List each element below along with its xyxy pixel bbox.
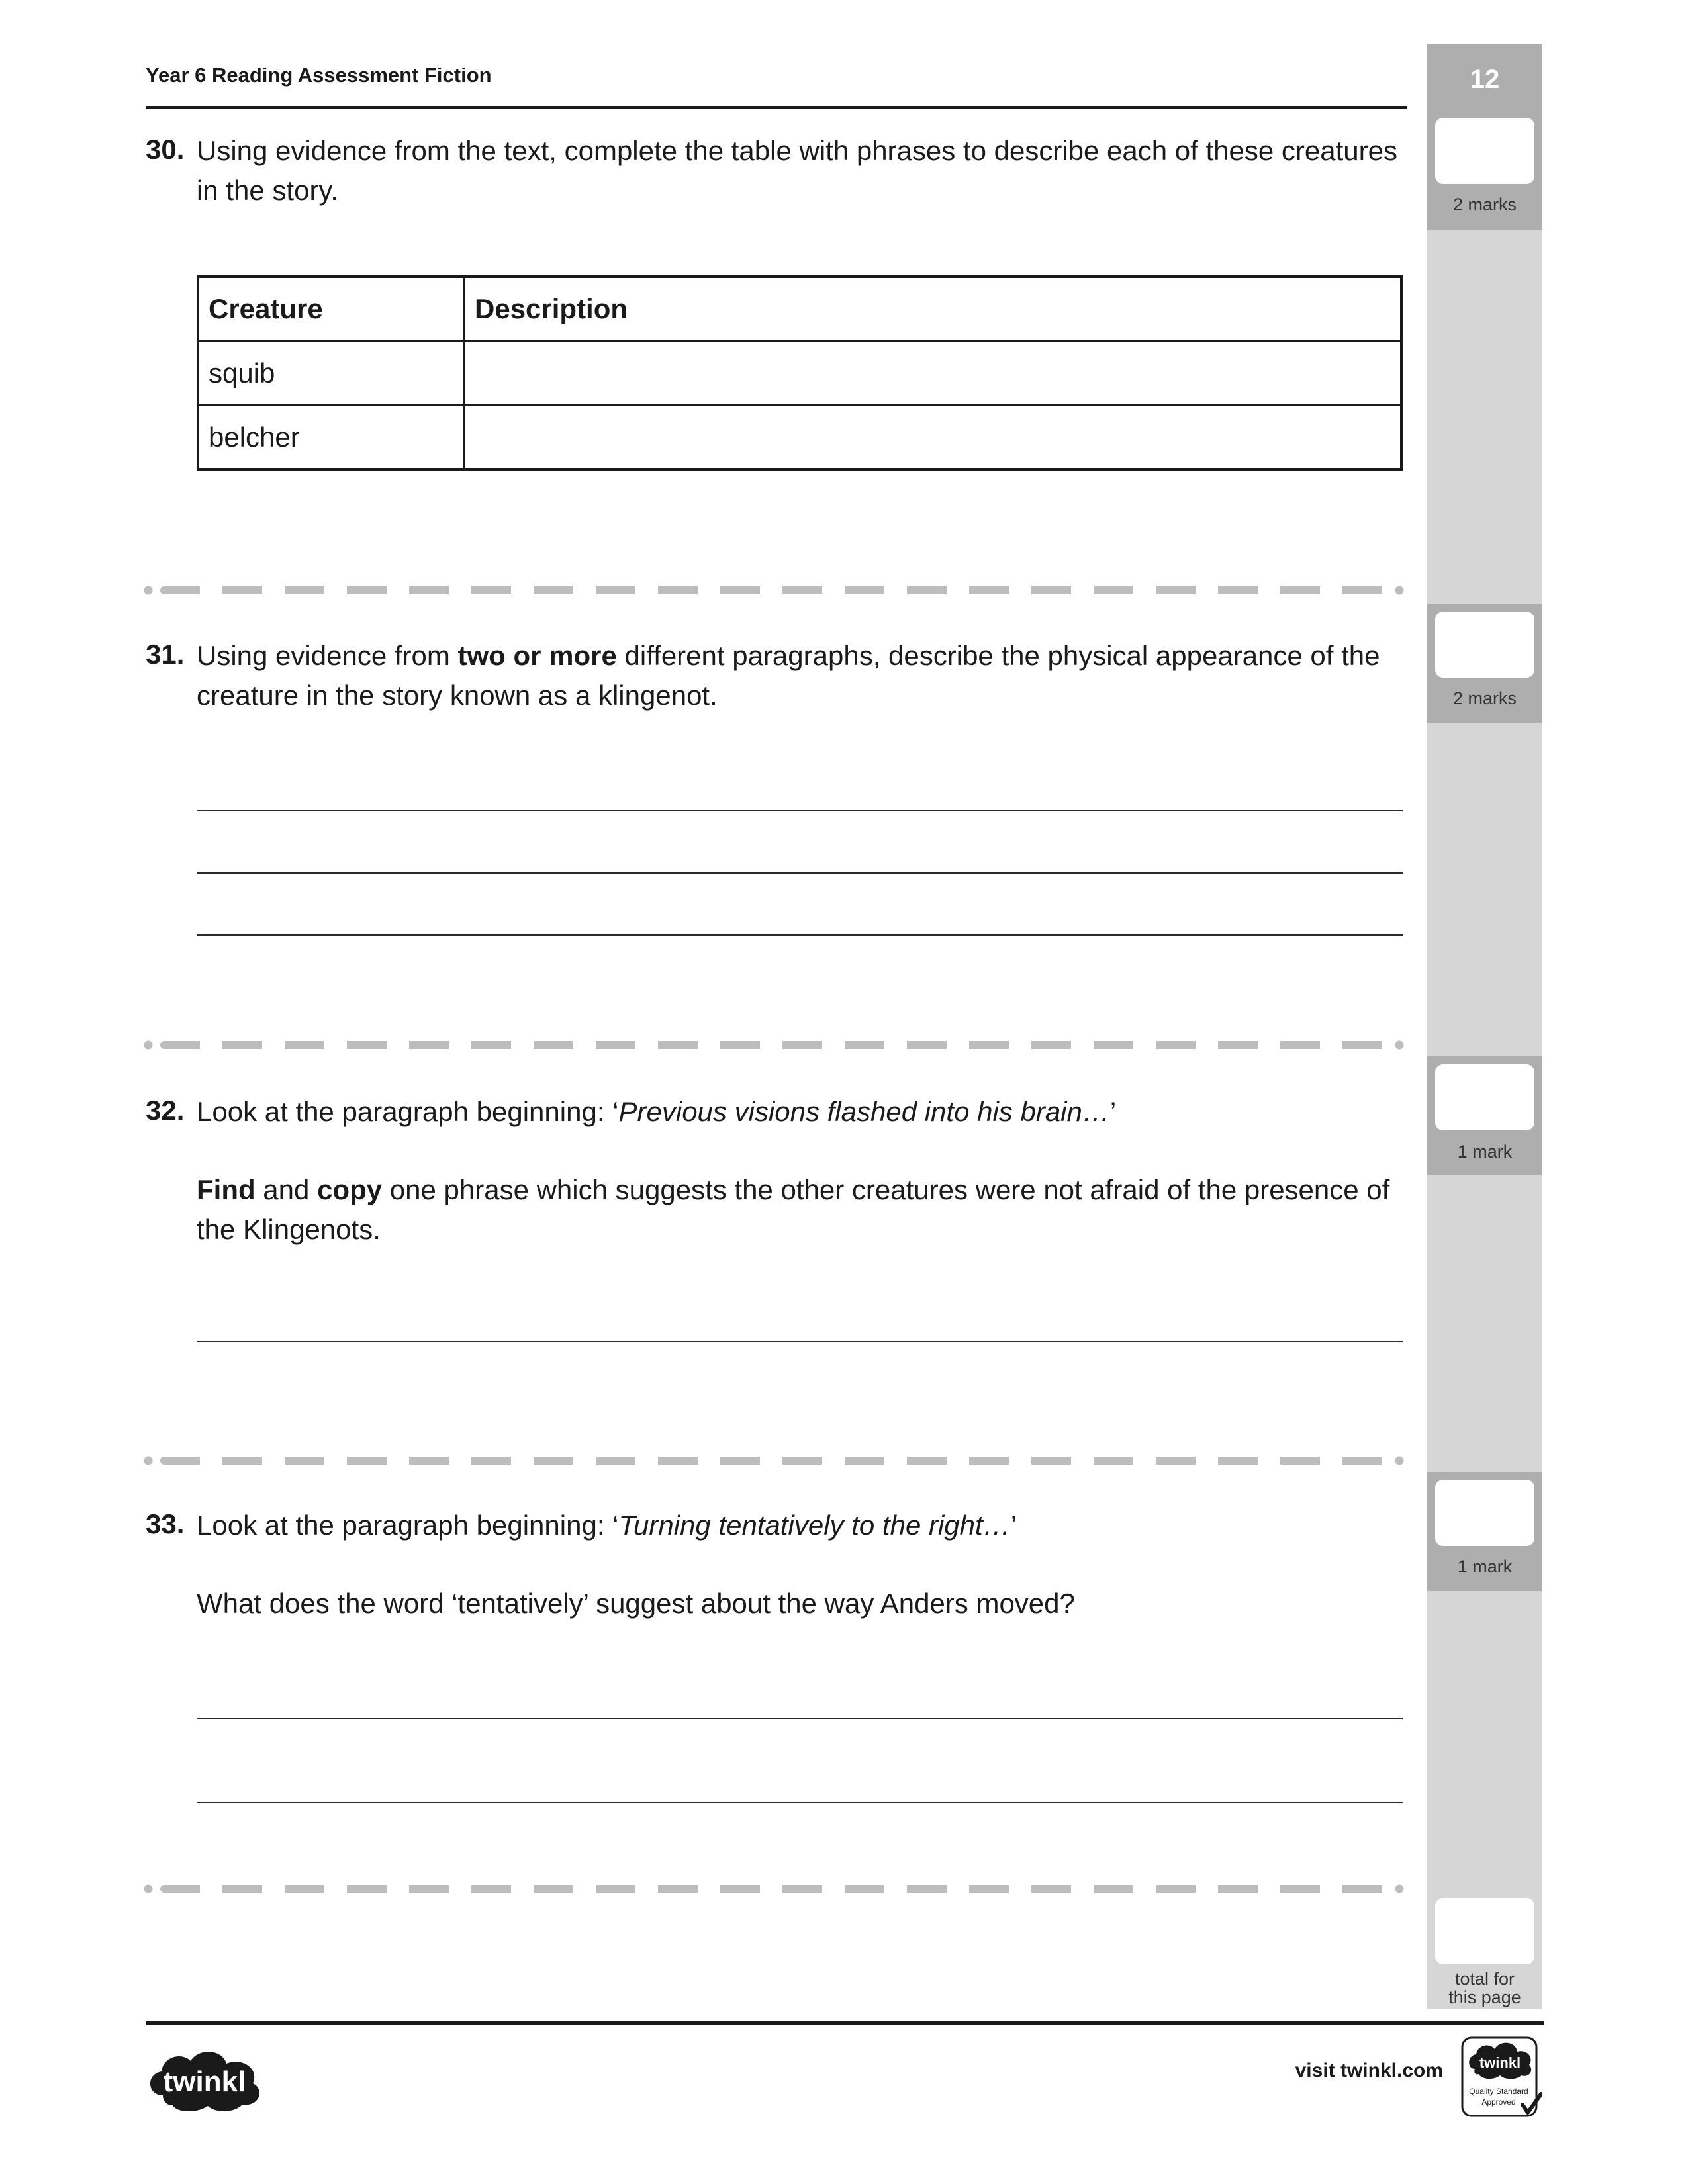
question-instruction-32 [197, 1170, 1401, 1250]
q32-close: ’ [1109, 1096, 1117, 1127]
section-separator [144, 1040, 1405, 1050]
question-text-31 [197, 636, 1401, 715]
question-number-32: 32. [146, 1095, 185, 1126]
question-text-32 [197, 1092, 1401, 1132]
mark-label-q33: 1 mark [1457, 1557, 1513, 1576]
mark-label-total [1427, 1970, 1542, 2007]
answer-line-q31-1[interactable] [197, 810, 1403, 811]
question-text-30: Using evidence from the text, complete the table with phrases to describe each of these creatures in the story. [197, 135, 1397, 206]
q33-quote: Turning tentatively to the right… [618, 1510, 1011, 1541]
table-cell-creature: belcher [198, 405, 464, 469]
table-cell-creature: squib [198, 341, 464, 405]
mark-label-q32: 1 mark [1457, 1142, 1513, 1161]
section-separator [144, 1455, 1405, 1466]
twinkl-logo [143, 2044, 266, 2115]
q33-close: ’ [1010, 1510, 1017, 1541]
q32-intro: Look at the paragraph beginning: ‘ [197, 1096, 619, 1127]
answer-line-q33-2[interactable] [197, 1802, 1403, 1803]
answer-line-q31-3[interactable] [197, 934, 1403, 936]
mark-label-q30: 2 marks [1452, 195, 1517, 214]
total-line-1: total for [1454, 1969, 1515, 1989]
question-prompt-33: What does the word ‘tentatively’ suggest about the way Anders moved? [197, 1588, 1075, 1619]
mark-label-q31: 2 marks [1452, 688, 1517, 708]
mark-box-q31[interactable] [1435, 612, 1534, 678]
q32-find: Find [197, 1174, 256, 1205]
answer-line-q33-1[interactable] [197, 1718, 1403, 1719]
footer-rule [146, 2021, 1544, 2025]
question-number-33: 33. [146, 1508, 185, 1539]
question-text-33 [197, 1506, 1401, 1545]
total-line-2: this page [1448, 1987, 1521, 2007]
q32-rest: one phrase which suggests the other creatures were not afraid of the presence of the Klingenots. [197, 1174, 1390, 1245]
answer-line-q31-2[interactable] [197, 872, 1403, 874]
q31-text-post: different paragraphs, describe the physical appearance of the creature in the story known as a klingenot. [197, 640, 1380, 711]
q33-intro: Look at the paragraph beginning: ‘ [197, 1510, 619, 1541]
table-row [198, 405, 1401, 469]
section-separator [144, 1884, 1405, 1894]
badge-line-1: Quality Standard [1469, 2087, 1528, 2096]
header-rule [146, 106, 1407, 109]
marks-column [1427, 44, 1542, 2009]
page-number: 12 [1427, 44, 1542, 118]
quality-badge [1460, 2036, 1542, 2118]
q32-and: and [255, 1174, 318, 1205]
table-header-creature: Creature [198, 277, 464, 341]
q32-copy: copy [317, 1174, 383, 1205]
q31-text-bold: two or more [457, 640, 617, 671]
badge-line-2: Approved [1481, 2097, 1516, 2107]
question-number-31: 31. [146, 639, 185, 670]
twinkl-logo-text: twinkl [163, 2066, 246, 2098]
table-header-row [198, 277, 1401, 341]
creature-table [197, 275, 1403, 471]
question-number-30: 30. [146, 134, 185, 165]
visit-link[interactable]: visit twinkl.com [1295, 2060, 1443, 2081]
table-cell-description-input[interactable] [464, 405, 1401, 469]
q32-quote: Previous visions flashed into his brain… [618, 1096, 1110, 1127]
mark-box-q33[interactable] [1435, 1480, 1534, 1546]
section-separator [144, 585, 1405, 596]
badge-name: twinkl [1479, 2054, 1521, 2071]
table-cell-description-input[interactable] [464, 341, 1401, 405]
mark-box-q30[interactable] [1435, 118, 1534, 184]
document-title: Year 6 Reading Assessment Fiction [146, 64, 492, 87]
mark-box-total[interactable] [1435, 1898, 1534, 1964]
table-header-description: Description [464, 277, 1401, 341]
mark-box-q32[interactable] [1435, 1064, 1534, 1130]
answer-line-q32-1[interactable] [197, 1341, 1403, 1342]
table-row [198, 341, 1401, 405]
q31-text-pre: Using evidence from [197, 640, 458, 671]
